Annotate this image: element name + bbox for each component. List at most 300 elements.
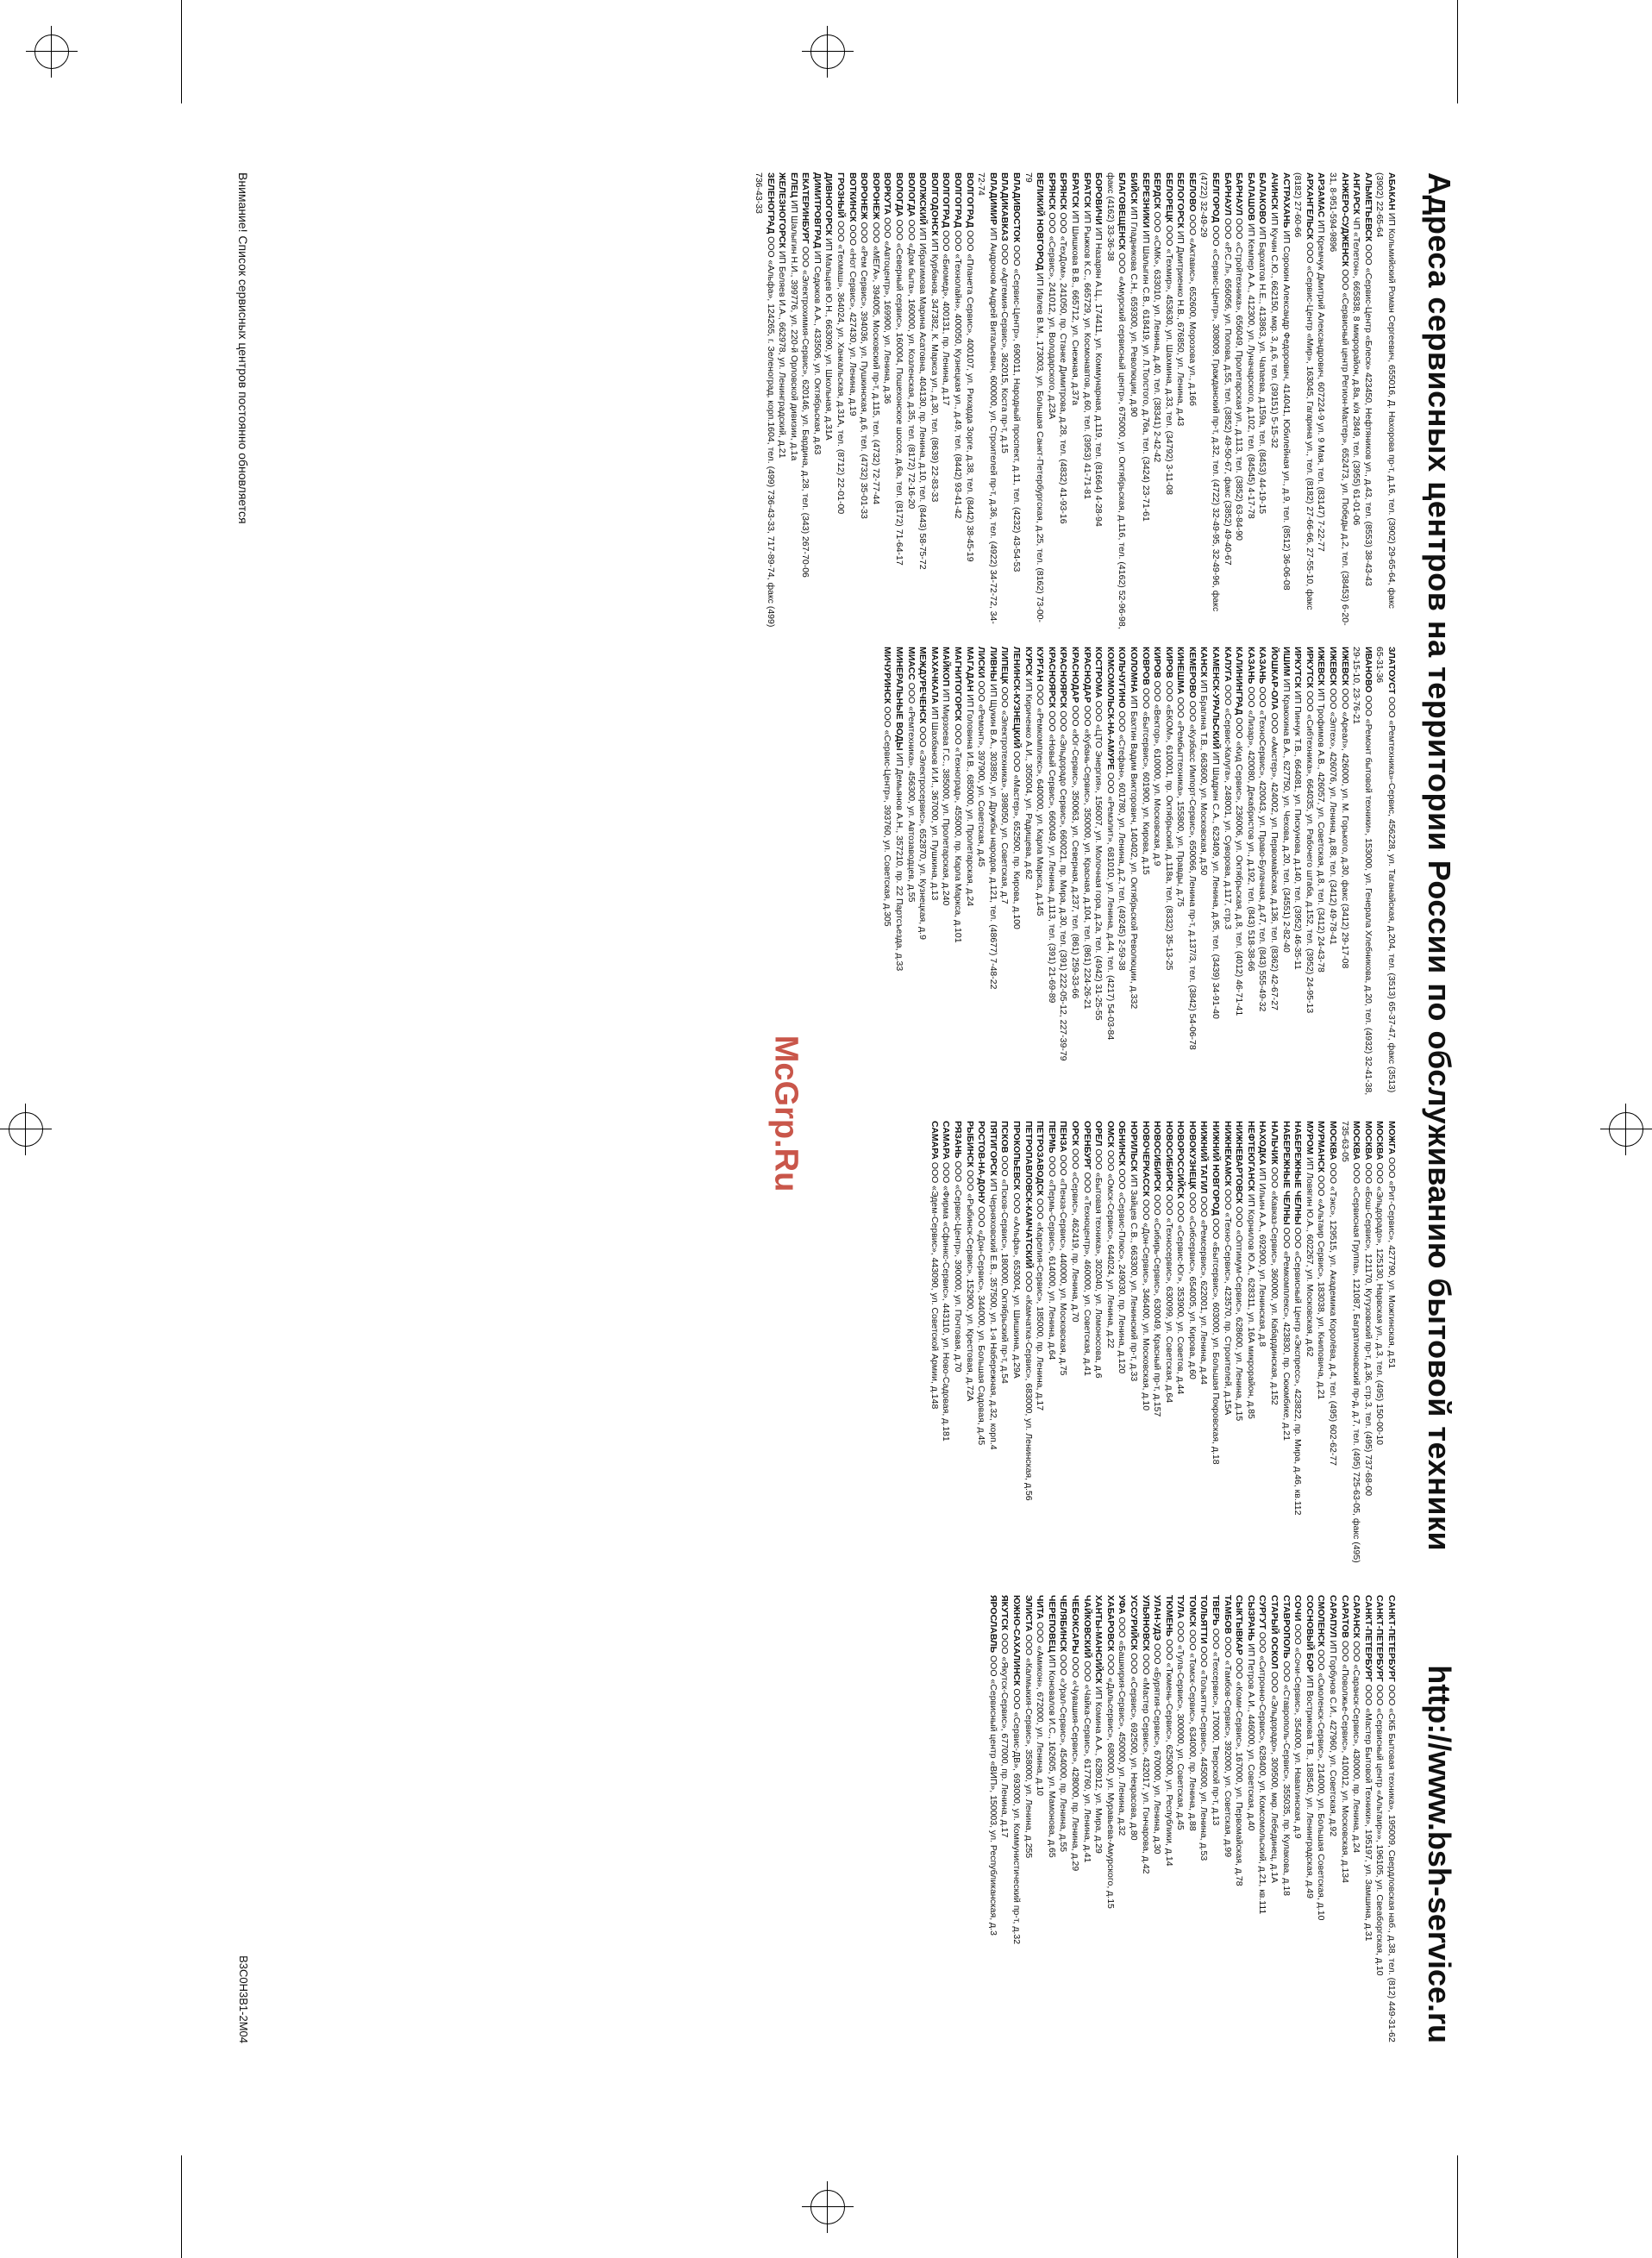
city-name: САРАНСК [1351, 1595, 1362, 1639]
service-center-entry [1057, 647, 1069, 1104]
center-address: ООО «Карелия-Сервис», 185000, пр. Ленина, д.17 [1035, 1195, 1046, 1411]
city-name: КЕМЕРОВО [1186, 647, 1198, 698]
city-name: ЙОШКАР-ОЛА [1269, 647, 1280, 710]
center-address: ООО «Урал-Сервис», 454000, пр. Ленина, д.55 [1058, 1651, 1069, 1853]
service-center-entry [1116, 1121, 1128, 1578]
city-name: НИЖНИЙ ТАГИЛ [1198, 1121, 1210, 1194]
center-address: ООО «Техноцентр», 460000, ул. Советская, д.41 [1081, 1169, 1092, 1376]
city-name: МАГНИТОГОРСК [953, 647, 964, 722]
city-name: УЛЬЯНОВСК [1140, 1595, 1151, 1652]
service-center-entry [752, 172, 775, 629]
service-center-entry [1303, 1595, 1315, 2052]
service-center-entry [1092, 1121, 1104, 1578]
city-name: СУРГУТ [1257, 1595, 1268, 1629]
center-address: ООО «Оптимум-Сервис», 628600, ул. Ленина, д.15 [1234, 1204, 1245, 1422]
city-name: БРЯНСК [1046, 172, 1057, 210]
service-center-entry [1186, 172, 1198, 629]
service-center-entry [810, 172, 823, 629]
city-name: КАЗАНЬ [1245, 647, 1256, 685]
city-name: УЛАН-УДЭ [1152, 1595, 1163, 1642]
service-center-entry [1151, 1121, 1163, 1578]
center-address: ООО «Альфа», 653004, ул. Шишкина, д.29А [1011, 1190, 1022, 1379]
registration-mark-top [802, 26, 854, 78]
service-center-entry [1045, 1595, 1057, 2052]
center-address: ООО «Электрохимия-Сервис», 620146, ул. Бардина, д.28, тел. (343) 267-70-06 [800, 243, 811, 578]
service-center-entry [1338, 1121, 1361, 1578]
service-center-entry [1361, 1121, 1374, 1578]
center-address: ООО «Коми-Сервис», 167000, ул. Первомайская, д.78 [1234, 1654, 1245, 1886]
service-center-entry [1233, 172, 1245, 629]
city-name: ОРЕЛ [1093, 1121, 1104, 1147]
city-name: МАХАЧКАЛА [929, 647, 940, 704]
service-center-entry [1174, 1121, 1186, 1578]
center-address: ООО «Бурятия-Сервис», 670000, ул. Ленина, д.30 [1152, 1641, 1163, 1855]
center-address: ИП Бархатов Н.Е., 413863, ул. Чапаева, д.159а, тел. (8453) 44-19-15 [1257, 223, 1268, 515]
center-address: ИП Гладникова С.Н., 659300, ул. Революции, д.90 [1128, 203, 1139, 417]
center-address: ИП Рыжков К.С., 665729, ул. Космонавтов, д.60, тел. (3953) 41-71-81 [1081, 208, 1092, 500]
city-name: КОСТРОМА [1093, 647, 1104, 698]
center-address: ООО «Ремтехника»-Сервис, 456228, ул. Таганайская, д.204, тел. (3513) 65-37-47, факс (3513) 65-31-36 [1374, 647, 1397, 1093]
center-address: ООО «Кид Сервис», 236006, ул. Октябрьская, д.8, тел. (4012) 46-71-41 [1234, 715, 1245, 1016]
service-center-entry [1350, 172, 1362, 629]
center-address: ООО «Томск-Сервис», 634000, пр. Ленина, д.88 [1186, 1627, 1198, 1831]
city-name: ВОЛОГДА [894, 172, 905, 217]
center-address: ИП Андронов Андрей Витальевич, 600000, ул. Строителей пр-т, д.36, тел. (4922) 34-72-72, 34-72-74 [976, 172, 998, 624]
city-name: ТУЛА [1175, 1595, 1186, 1619]
city-name: БЕРДСК [1152, 172, 1163, 210]
center-address: ИП Шалыгин С.В., 618419, ул. Л.Толстого, д.76а, тел. (3424) 23-71-61 [1140, 228, 1151, 522]
service-center-entry [917, 647, 929, 1104]
service-center-entry [1374, 172, 1397, 629]
center-address: ООО «Ремсервис», 622001, ул. Ленина, д.44 [1198, 1193, 1210, 1385]
service-center-entry [998, 647, 1011, 1104]
center-address: ООО «Техмир», 453630, ул. Шахмина, д.33, тел. (34792) 3-11-08 [1163, 222, 1174, 495]
center-address: ООО «Ремонт», 397900, ул. Советская, д.45 [976, 678, 987, 867]
service-center-entry [917, 172, 929, 629]
city-name: АРХАНГЕЛЬСК [1304, 172, 1315, 240]
city-name: САМАРА [941, 1121, 952, 1160]
city-name: ГРОЗНЫЙ [835, 172, 847, 218]
center-address: ООО «Кавказ-Сервис», 360000, ул. Кабардинская, д.152 [1269, 1164, 1280, 1405]
service-center-entry [1244, 1595, 1256, 2052]
center-address: ООО «Сервис-Центр «Мир», 163045, Гагарина ул., тел. (8182) 27-66-66, 27-55-10, факс (8182) 27-60-66 [1292, 172, 1315, 610]
city-name: МУРМАНСК [1316, 1121, 1327, 1173]
center-address: ООО «Чайка-Сервис», 617760, ул. Ленина, д.41 [1081, 1658, 1092, 1863]
center-address: ИП Шишкова В.В., 665712, ул. Снежная, д.37а [1069, 208, 1080, 406]
city-name: НОВОСИБИРСК [1152, 1121, 1163, 1192]
center-address: ООО «Рыбинск-Сервис», 152900, ул. Крестовая, д.72А [964, 1167, 975, 1402]
city-name: ИЖЕВСК [1328, 647, 1339, 686]
service-center-entry [1162, 1121, 1174, 1578]
city-name: БЛАГОВЕЩЕНСК [1117, 172, 1128, 251]
center-address: ООО «Сервис-Центр», 393760, ул. Советская, д.305 [882, 704, 893, 927]
center-address: ИП Мальцев Ю.Н., 663090, ул. Школьная, д.31А [823, 235, 835, 441]
city-name: ВОЛОГДА [905, 172, 917, 217]
service-center-entry [1104, 172, 1127, 629]
city-name: НИЖНЕВАРТОВСК [1234, 1121, 1245, 1204]
header [1405, 172, 1457, 2052]
center-address: ООО «Сибтехника», 664035, ул. Рабочего штаба, д.152, тел. (3952) 24-95-13 [1304, 688, 1315, 1014]
crop-mark [181, 0, 182, 103]
center-address: ООО «Тула-Сервис», 300000, ул. Советская, д.45 [1175, 1618, 1186, 1830]
city-name: БЕРЕЗНИКИ [1140, 172, 1151, 228]
center-address: ИП Дмитриенко Н.В., 676850, ул. Ленина, д.43 [1175, 228, 1186, 427]
center-address: ООО «Якутск-Сервис», 677000, пр. Ленина, д.17 [999, 1630, 1011, 1838]
service-center-entry [998, 1121, 1011, 1578]
city-name: ИЖЕВСК [1316, 647, 1327, 686]
service-center-entry [1385, 1121, 1397, 1578]
center-address: ООО «Сервис», 692500, ул. Некрасова, д.80 [1128, 1650, 1139, 1841]
city-name: КОЛЬЧУГИНО [1117, 647, 1128, 709]
city-name: САНКТ-ПЕТЕРБУРГ [1386, 1595, 1397, 1682]
center-address: ИП Ивлев В.М., 173003, ул. Большая Санкт-Петербургская, д.25, тел. (8162) 73-00-79 [1023, 172, 1046, 622]
city-name: ПЕРМЬ [1046, 1121, 1057, 1154]
center-address: ООО «Дон-Сервис», 344000, ул. Большая Садовая, д.45 [976, 1204, 987, 1446]
city-name: КРАСНОДАР [1069, 647, 1080, 704]
service-center-entry [1233, 1121, 1245, 1578]
center-address: ООО «Техсервис», 170000, Тверской пр-т, д.13 [1211, 1625, 1222, 1826]
service-center-entry [1198, 1121, 1210, 1578]
center-address: ООО «Стройтехника», 656049, Пролетарская ул., д.113, тел. (3852) 63-84-90 [1234, 216, 1245, 541]
crop-mark [181, 2155, 182, 2258]
center-address: ООО «Рем Сервис», 394036, ул. Пушкинская, д.6, тел. (4732) 35-01-33 [859, 219, 870, 519]
center-address: ООО «Новый Сервис», 660049, ул. Ленина, д.113, тел. (391) 21-69-89 [1046, 708, 1057, 1004]
service-center-entry [1210, 1595, 1222, 2052]
city-name: ЗЕЛЕНОГРАД [765, 172, 776, 235]
document-code: B3C0H3B1-2M04 [237, 1955, 250, 2043]
center-address: ИП Демьянов А.Н., 357210, пр. 22 Партсъезда, д.33 [894, 750, 905, 972]
website-url[interactable]: http://www.bsh-service.ru [1422, 1665, 1457, 2043]
city-name: ИВАНОВО [1362, 647, 1374, 693]
center-address: ИП Седюков А.А., 433506, ул. Октябрьская, д.63 [811, 247, 823, 455]
center-address: ООО «Техноград», 455000, пр. Карла Маркса, д.101 [953, 721, 964, 943]
service-center-entry [1127, 1121, 1139, 1578]
service-center-entry [1080, 172, 1092, 629]
center-address: ООО «Сервис-Центр», 390000, ул. Почтовая, д.70 [953, 1158, 964, 1373]
center-address: ООО «Ситронно-Сервис», 628400, ул. Комсомольский, д.21, кв.111 [1257, 1629, 1268, 1915]
city-name: КАЛУГА [1222, 647, 1233, 682]
center-address: ИП Кемпер А.А., 412300, ул. Луначарского, д.102, тел. (84545) 4-17-78 [1245, 221, 1256, 519]
service-center-entry [1022, 172, 1045, 629]
center-address: ИП Кучин С.Ю., 662150, мкр. 3, д.6, тел. (39151) 5-15-32 [1269, 210, 1280, 448]
service-center-entry [975, 172, 998, 629]
center-address: ООО «Эльдорадо Сервис», 660021, пр. Мира, д.30, тел. (391) 222-05-12, 227-39-79 [1058, 708, 1069, 1061]
center-address: ИП Головина И.В., 685000, ул. Пролетарская, д.24 [964, 691, 975, 907]
center-address: ООО «Бытсервис», 603000, ул. Большая Покровская, д.18 [1211, 1215, 1222, 1465]
city-name: БАЛАШОВ [1245, 172, 1256, 222]
city-name: КАНСК [1198, 647, 1210, 678]
city-name: СТАРЫЙ ОСКОЛ [1269, 1595, 1280, 1669]
city-name: САРАТОВ [1339, 1595, 1350, 1638]
service-center-entry [1010, 647, 1022, 1104]
city-name: АРЗАМАС [1316, 172, 1327, 218]
city-name: МОЖГА [1386, 1121, 1397, 1155]
city-name: ПРОКОПЬЕВСК [1011, 1121, 1022, 1191]
service-center-entry [1151, 172, 1163, 629]
city-name: НАХОДКА [1257, 1121, 1268, 1166]
city-name: НОВОСИБИРСК [1163, 1121, 1174, 1192]
service-center-entry [1338, 647, 1350, 1104]
service-center-entry [951, 1121, 963, 1578]
city-name: БОРОВИЧИ [1093, 172, 1104, 225]
city-name: ЗЛАТОУСТ [1386, 647, 1397, 695]
service-center-entry [986, 1121, 998, 1578]
center-address: ИП Ильин А.А., 692900, ул. Ленинская, д.8 [1257, 1165, 1268, 1348]
service-center-entry [1267, 172, 1280, 629]
center-address: ИП Шадрин С.А., 623409, ул. Ленина, д.95, тел. (3439) 34-91-40 [1211, 748, 1222, 1019]
service-center-entry [1256, 1595, 1268, 2052]
city-name: ЛИСКИ [976, 647, 987, 679]
city-name: ВЛАДИМИР [987, 172, 998, 225]
center-address: ООО «ТехДом», 241050, пр. Станке Димитрова, д.28, тел. (4832) 41-93-16 [1058, 210, 1069, 524]
center-address: ИП Вострикова Т.В., 188540, ул. Ленинградская, д.49 [1304, 1672, 1315, 1898]
service-center-entry [1057, 172, 1069, 629]
service-center-entry [1350, 647, 1374, 1104]
center-address: ИП Горбунов С.И., 427960, ул. Советская, д.92 [1328, 1637, 1339, 1837]
center-address: ООО «Вектор», 610000, ул. Московская, д.9 [1152, 678, 1163, 866]
city-name: ВЛАДИВОСТОК [1011, 172, 1022, 243]
center-address: ООО «Биомед», 400131, пр. Ленина, д.17 [941, 228, 952, 406]
center-address: ООО «Мастер Бытовой Техники», 195197, ул. Замшина, д.31 [1362, 1681, 1374, 1942]
city-name: БАЛАКОВО [1257, 172, 1268, 224]
city-name: АБАКАН [1386, 172, 1397, 210]
city-name: ТОМСК [1186, 1595, 1198, 1628]
center-address: ИП Кремчук Дмитрий Александрович, 607224-9 ул. 9 Мая, тел. (83147) 7-22-77 [1316, 217, 1327, 552]
center-address: ООО «Тамбов-Сервис», 392000, ул. Советская, д.99 [1222, 1634, 1233, 1858]
center-address: ООО «Артемия-Сервис», 362015, Коста пр-т, д.15 [999, 241, 1011, 453]
service-center-entry [1151, 647, 1163, 1104]
center-address: ООО «Стефан», 601780, ул. Ленина, д.2, тел. (49245) 2-59-38 [1117, 708, 1128, 971]
center-address: ООО «Саранск-Сервис», 430000, пр. Ленина, д.24 [1351, 1638, 1362, 1854]
city-name: АНГАРСК [1351, 172, 1362, 215]
service-center-entry [963, 1121, 975, 1578]
service-center-entry [1280, 647, 1292, 1104]
service-center-entry [823, 172, 835, 629]
service-center-entry [928, 647, 940, 1104]
service-center-entry [928, 172, 940, 629]
service-center-entry [846, 172, 858, 629]
center-address: ООО «ТехноСервис», 420043, ул. Право-Булачная, д.47, тел. (843) 555-49-32 [1257, 684, 1268, 1012]
center-address: ООО «Бытсервис», 601900, ул. Кирова, д.15 [1140, 685, 1151, 875]
center-address: ООО «Сервисный центр Регион-Мастер», 652473, ул. Победы д.2, тел. (38453) 6-20-31, 8-951-594-9896 [1328, 172, 1350, 626]
city-name: МИЧУРИНСК [882, 647, 893, 704]
center-address: ООО «МЕГА», 394005, Московский пр-т, д.115, тел. (4732) 72-77-44 [870, 219, 881, 505]
center-address: ООО «Омск-Сервис», 644024, ул. Ленина, д.22 [1104, 1147, 1116, 1348]
service-center-entry [928, 1121, 940, 1578]
registration-mark-right [1600, 1104, 1652, 1155]
city-name: СЫЗРАНЬ [1245, 1595, 1256, 1642]
center-address: ООО «Амурский сервисный центр», 675000, ул. Октябрьская, д.116, тел. (4162) 52-96-98, факс (4162) 33-36-38 [1104, 172, 1128, 629]
city-name: ЮЖНО-САХАЛИНСК [1011, 1595, 1022, 1686]
center-address: ООО «Бош-Сервис», 121170, Кутузовский пр-т, д.36, стр.3, тел. (495) 737-68-00 [1362, 1160, 1374, 1497]
city-name: ОБНИНСК [1117, 1121, 1128, 1167]
service-center-entry [1034, 1121, 1046, 1578]
service-center-entry [869, 172, 881, 629]
service-center-entry [998, 1595, 1011, 2052]
service-center-entry [1010, 1121, 1022, 1578]
city-name: ЛИПЕЦК [999, 647, 1011, 685]
service-center-entry [1303, 647, 1315, 1104]
city-name: ЭЛИСТА [1023, 1595, 1034, 1632]
service-center-entry [1280, 1121, 1292, 1578]
service-center-entry [1361, 1595, 1374, 2052]
center-address: ООО «Сервис-ДВ», 693000, ул. Коммунистический пр-т, д.32 [1011, 1686, 1022, 1945]
city-name: НАЛЬЧИК [1269, 1121, 1280, 1165]
crop-mark [1457, 0, 1458, 103]
service-center-entry [1174, 172, 1186, 629]
city-name: НАБЕРЕЖНЫЕ ЧЕЛНЫ [1280, 1121, 1292, 1225]
service-center-entry [1162, 647, 1174, 1104]
city-name: ИШИМ [1280, 647, 1292, 677]
service-center-entry [1045, 172, 1057, 629]
city-name: СОСНОВЫЙ БОР [1304, 1595, 1315, 1673]
service-center-entry [1162, 172, 1174, 629]
service-center-entry [1326, 1595, 1338, 2052]
service-center-entry [1326, 172, 1349, 629]
city-name: АЛЬМЕТЬЕВСК [1362, 172, 1374, 242]
city-name: МИАСС [905, 647, 917, 680]
registration-mark-left [0, 1104, 52, 1155]
center-address: ИП Шахбанов И.И., 367000, ул. Пушкина, д.13 [929, 704, 940, 901]
center-address: ООО «Сервис», 462419, пр. Ленина, д.70 [1069, 1145, 1080, 1323]
city-name: УССУРИЙСК [1128, 1595, 1139, 1651]
city-name: ВОЛГОГРАД [953, 172, 964, 228]
service-center-entry [998, 172, 1011, 629]
city-name: КИРОВ [1163, 647, 1174, 679]
city-name: ВОРОНЕЖ [870, 172, 881, 220]
center-address: ООО «ЦТО Энергия», 156007, ул. Молочная гора, д.2а, тел. (4942) 31-25-55 [1093, 697, 1104, 1021]
service-center-entry [975, 647, 987, 1104]
city-name: ВОТКИНСК [847, 172, 858, 222]
center-address: ООО «Псков-Сервис», 180000, Октябрьский пр-т, д.54 [999, 1153, 1011, 1384]
city-name: УФА [1117, 1595, 1128, 1615]
city-name: МОСКВА [1351, 1121, 1362, 1160]
city-name: НАБЕРЕЖНЫЕ ЧЕЛНЫ [1292, 1121, 1304, 1225]
center-address: ИП Ловягин Ю.А., 602267, ул. Московская, д.62 [1304, 1154, 1315, 1357]
service-center-entry [1116, 1595, 1128, 2052]
city-name: МАГАДАН [964, 647, 975, 692]
service-center-entry [1315, 1121, 1327, 1578]
service-center-entry [1104, 1595, 1116, 2052]
city-name: РЯЗАНЬ [953, 1121, 964, 1159]
city-name: КОЛОМНА [1128, 647, 1139, 693]
center-address: ООО «Эльдорадо», 309500, мкр. Лебединец, д.1А [1269, 1668, 1280, 1883]
service-center-entry [975, 1121, 987, 1578]
center-address: ООО «Сервисный центр «Альтаир»», 196105, ул. Свеаборгская, д.10 [1374, 1681, 1386, 1976]
city-name: ПЯТИГОРСК [987, 1121, 998, 1176]
center-address: ИП Черняховский Е.В., 357500, ул. 1-я Набережная, д.32, корп.4 [987, 1175, 998, 1450]
city-name: ВОРКУТА [882, 172, 893, 216]
service-center-entry [1315, 1595, 1327, 2052]
city-name: ЛЕНИНСК-КУЗНЕЦКИЙ [1011, 647, 1022, 749]
city-name: МЕЖДУРЕЧЕНСК [917, 647, 929, 724]
service-center-entry [1244, 1121, 1256, 1578]
service-center-entry [940, 647, 952, 1104]
center-address: ООО «Актавис», 652600, Морозова ул., д.16б [1186, 211, 1198, 406]
center-address: ООО «Тэкс», 129515, ул. Академика Королёва, д.4, тел. (495) 602-62-77 [1328, 1160, 1339, 1466]
city-name: ИРКУТСК [1304, 647, 1315, 689]
city-name: САМАРА [929, 1121, 940, 1160]
center-address: ООО «Ремкомплекс», 423830, пр. Сююмбике, д.21 [1280, 1224, 1292, 1441]
crop-mark [1457, 2155, 1458, 2258]
service-center-entry [1068, 172, 1080, 629]
center-address: ООО «Бытовая техника», 302040, ул. Ломоносова, д.6 [1093, 1146, 1104, 1379]
center-address: ООО «Камчатка-Сервис», 683000, ул. Ленинская, д.56 [1023, 1268, 1034, 1501]
service-center-entry [1127, 647, 1139, 1104]
center-address: ИП Назарян А.Ц., 174411, ул. Коммунарная, д.119, тел. (81664) 4-28-94 [1093, 224, 1104, 527]
center-address: ИП Мирзоева Г.С., 385000, ул. Пролетарская, д.240 [941, 686, 952, 906]
city-name: НОВОЧЕРКАССК [1140, 1121, 1151, 1197]
service-center-entry [963, 172, 975, 629]
center-address: ООО «Сервис-Плюс», 249030, пр. Ленина, д.120 [1117, 1166, 1128, 1374]
center-address: ООО «Сервис-Центр», 308009, Гражданский пр-т, д.32, тел. (4722) 32-49-95, 32-49-96, факс (4722) 32-49-29 [1198, 172, 1222, 612]
city-name: НОВОКУЗНЕЦК [1186, 1121, 1198, 1190]
service-center-entry [1244, 647, 1256, 1104]
center-address: ООО «Сибирь-Сервис», 630049, Красный пр-т, д.157 [1152, 1192, 1163, 1417]
service-center-entry [835, 172, 847, 629]
city-name: ЧЕЛЯБИНСК [1058, 1595, 1069, 1652]
service-center-entry [1385, 1595, 1397, 2052]
city-name: КРАСНОДАР [1081, 647, 1092, 704]
center-address: ООО «Нот Сервис», 427430, ул. Ленина, д.19 [847, 222, 858, 416]
center-address: ООО «Сервис-Центр «Блеск» 423450, Нефтяников ул., д.43, тел. (8553) 38-43-43 [1362, 241, 1374, 586]
city-name: МИНЕРАЛЬНЫЕ ВОДЫ [894, 647, 905, 751]
center-address: ООО «Планета Сервис», 400107, ул. Рихарда Зорге, д.38, тел. (8442) 38-45-19 [964, 228, 975, 562]
address-column-1 [259, 172, 1397, 629]
city-name: СТАВРОПОЛЬ [1280, 1595, 1292, 1659]
service-center-entry [940, 1121, 952, 1578]
service-center-entry [1045, 1121, 1057, 1578]
service-center-entry [1174, 1595, 1186, 2052]
center-address: ООО «Калмыкия-Сервис», 358000, ул. Ленина, д.255 [1023, 1631, 1034, 1859]
service-center-entry [799, 172, 811, 629]
city-name: КРАСНОЯРСК [1046, 647, 1057, 709]
center-address: ООО «Амикон», 672000, ул. Ленина, д.10 [1035, 1619, 1046, 1796]
city-name: МОСКВА [1328, 1121, 1339, 1160]
city-name: ОМСК [1104, 1121, 1116, 1148]
service-center-entry [951, 172, 963, 629]
center-address: ООО «СКБ Бытовая техника», 195009, Свердловская наб., д.38, тел. (812) 449-31-62 [1386, 1681, 1397, 2042]
center-address: ИП Сорокин Александр Федорович, 414041, Юбилейная ул., д.9, тел. (8512) 36-06-08 [1280, 228, 1292, 591]
service-center-entry [1292, 1595, 1304, 2052]
city-name: НЕФТЕЮГАНСК [1245, 1121, 1256, 1192]
center-address: ИП Брагина Т.В., 663600, ул. Московская, д.50 [1198, 677, 1210, 876]
service-center-entry [986, 647, 998, 1104]
center-address: ООО «Чувашия-Сервис», 428000, пр. Ленина, д.29 [1069, 1654, 1080, 1872]
city-name: КУРГАН [1035, 647, 1046, 682]
center-address: ООО «Северный сервис», 160004, Пошехонское шоссе, д.6а, тел. (8172) 71-64-17 [894, 216, 905, 566]
service-center-entry [881, 172, 893, 629]
service-center-entry [1127, 1595, 1139, 2052]
service-center-entry [1267, 647, 1280, 1104]
service-center-entry [1092, 1595, 1104, 2052]
service-center-entry [1315, 172, 1327, 629]
service-center-entry [1280, 1595, 1292, 2052]
service-center-entry [1057, 1121, 1069, 1578]
center-address: ООО «Сибсервис», 654005, ул. Кирова, д.60 [1186, 1189, 1198, 1379]
service-center-entry [1057, 1595, 1069, 2052]
center-address: ООО «Альфа», 124265, г. Зеленоград, корп.1604, тел. (499) 736-43-33, 717-89-74, факс (499) 736-43-33 [753, 172, 776, 628]
center-address: ООО «Элтех», 426076, ул. Ленина, д.88, тел. (3412) 49-78-41 [1328, 685, 1339, 945]
page-title: Адреса сервисных центров на территории России по обслуживанию бытовой техники [1422, 172, 1457, 1552]
service-center-entry [1361, 172, 1374, 629]
center-address: ООО «Ареал», 426000, ул. М. Горького, д.30, факс (3412) 29-17-08 [1339, 685, 1350, 969]
service-center-entry [1010, 172, 1022, 629]
city-name: САНКТ-ПЕТЕРБУРГ [1362, 1595, 1374, 1682]
center-address: ООО «Тольятти-Сервис», 445000, ул. Ленина, д.53 [1198, 1643, 1210, 1861]
service-center-entry [1267, 1121, 1280, 1578]
city-name: КАМЕНСК-УРАЛЬСКИЙ [1211, 647, 1222, 749]
